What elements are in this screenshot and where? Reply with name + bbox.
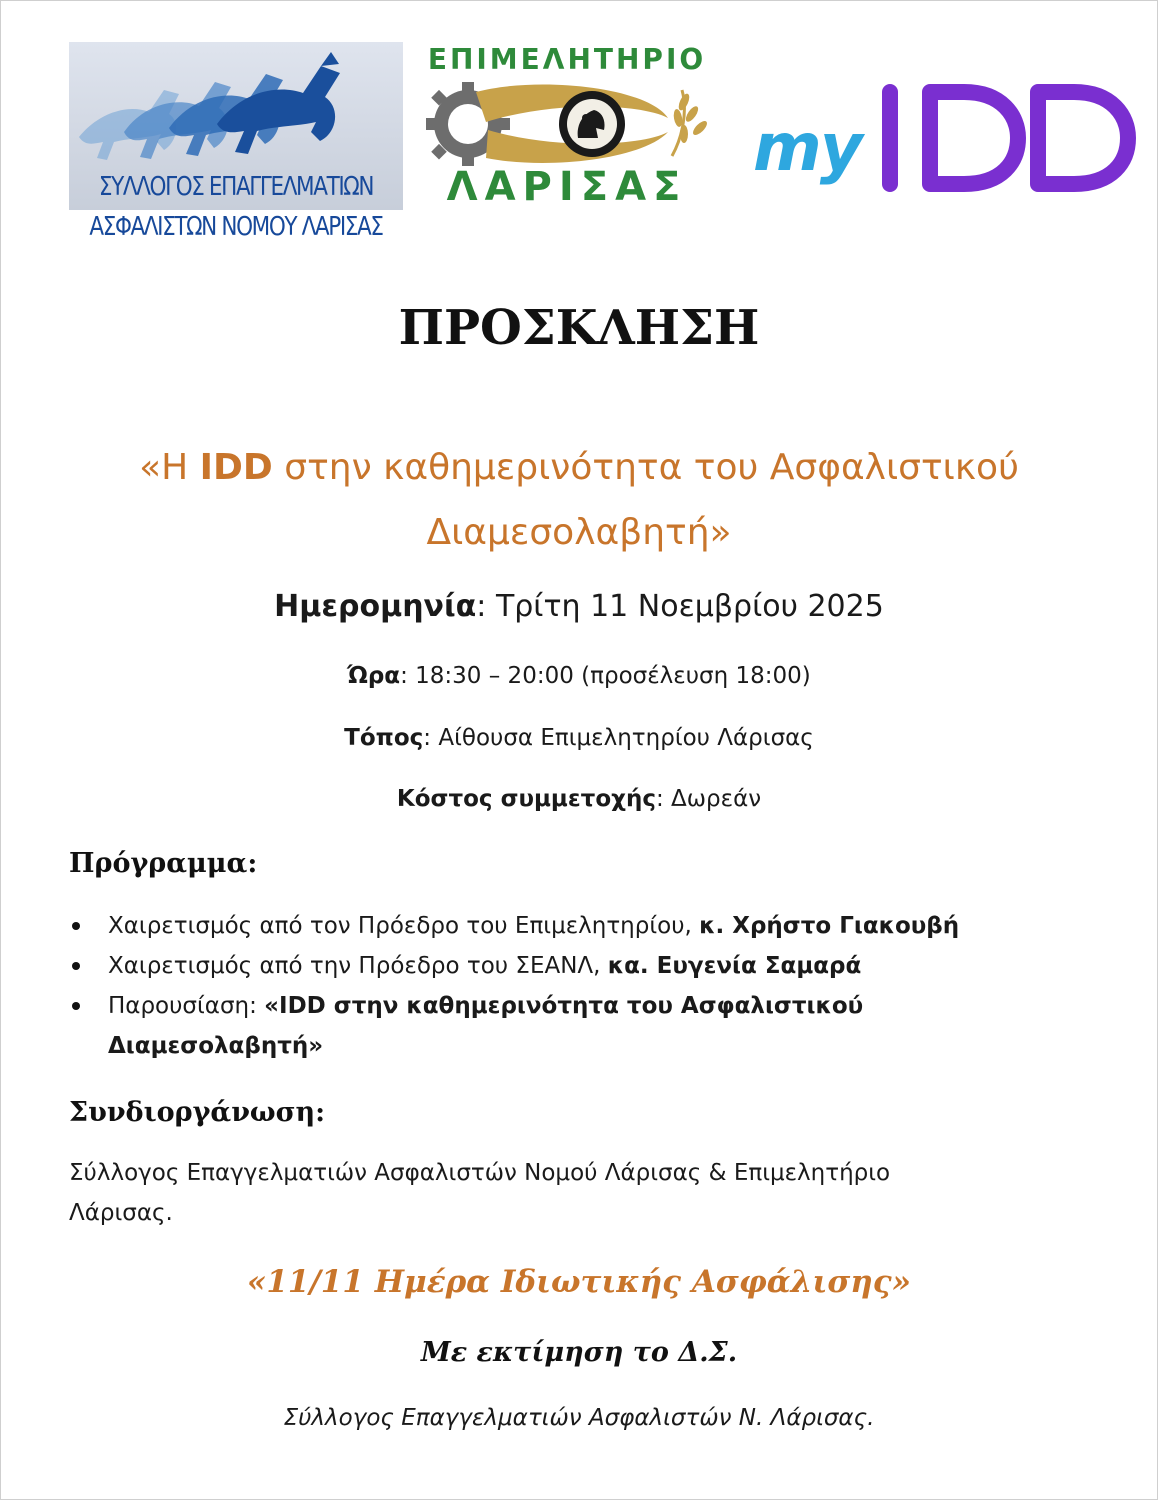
chamber-emblem-icon bbox=[416, 82, 716, 166]
program-item-text: Παρουσίαση: bbox=[108, 993, 265, 1019]
program-heading: Πρόγραμμα: bbox=[69, 848, 258, 879]
program-item-text: Χαιρετισμός από την Πρόεδρο του ΣΕΑΝΛ, bbox=[108, 953, 608, 979]
program-item bbox=[69, 986, 1069, 1066]
cost-value: : Δωρεάν bbox=[655, 786, 762, 812]
date-value: : Τρίτη 11 Νοεμβρίου 2025 bbox=[476, 589, 884, 624]
date-label: Ημερομηνία bbox=[274, 589, 477, 624]
program-item bbox=[69, 906, 1069, 946]
chamber-logo-top-text: ΕΠΙΜΕΛΗΤΗΡΙΟ bbox=[427, 43, 707, 76]
ssea-logo bbox=[69, 42, 403, 242]
place-value: : Αίθουσα Επιμελητηρίου Λάρισας bbox=[423, 725, 814, 751]
time-label: Ώρα bbox=[347, 663, 401, 689]
program-item-presentation: «IDD στην καθημερινότητα του Ασφαλιστικού bbox=[264, 993, 864, 1019]
subtitle-rest: στην καθημερινότητα του Ασφαλιστικού bbox=[272, 447, 1019, 488]
page-title: ΠΡΟΣΚΛΗΣΗ bbox=[398, 300, 760, 356]
program-item bbox=[69, 946, 1069, 986]
program-item-speaker: κα. Ευγενία Σαμαρά bbox=[607, 953, 862, 979]
event-cost bbox=[0, 781, 1158, 817]
program-list bbox=[69, 906, 1069, 1066]
cost-label: Κόστος συμμετοχής bbox=[396, 786, 656, 812]
program-item-text: Χαιρετισμός από τον Πρόεδρο του Επιμελητηρίου, bbox=[108, 913, 700, 939]
myidd-logo bbox=[750, 72, 1145, 212]
myidd-logo-prefix: my bbox=[753, 109, 861, 186]
program-item-presentation-cont: Διαμεσολαβητή» bbox=[108, 1033, 324, 1059]
closing-regards: Με εκτίμηση το Δ.Σ. bbox=[420, 1337, 738, 1368]
myidd-logo-mark bbox=[878, 80, 1140, 194]
time-value: : 18:30 – 20:00 (προσέλευση 18:00) bbox=[400, 663, 811, 689]
closing-signature: Σύλλογος Επαγγελματιών Ασφαλιστών Ν. Λάρισας. bbox=[283, 1405, 875, 1431]
co-organization-text: Σύλλογος Επαγγελματιών Ασφαλιστών Νομού Λάρισας & Επιμελητήριο Λάρισας. bbox=[69, 1160, 891, 1226]
ssea-logo-line2: ΑΣΦΑΛΙΣΤΩΝ ΝΟΜΟΥ ΛΑΡΙΣΑΣ bbox=[89, 212, 383, 242]
event-time bbox=[0, 658, 1158, 694]
closing-motto: «11/11 Ημέρα Ιδιωτικής Ασφάλισης» bbox=[246, 1264, 912, 1300]
place-label: Τόπος bbox=[344, 725, 424, 751]
program-item-speaker: κ. Χρήστο Γιακουβή bbox=[699, 913, 960, 939]
event-subtitle-line2: Διαμεσολαβητή» bbox=[426, 512, 732, 553]
event-place bbox=[0, 720, 1158, 756]
event-subtitle-line1 bbox=[0, 440, 1158, 496]
chamber-logo-bottom-text: ΛΑΡΙΣΑΣ bbox=[446, 164, 688, 210]
subtitle-idd: IDD bbox=[199, 447, 273, 488]
chamber-logo bbox=[410, 42, 724, 210]
running-horses-icon bbox=[69, 42, 403, 172]
ssea-logo-line1: ΣΥΛΛΟΓΟΣ ΕΠΑΓΓΕΛΜΑΤΙΩΝ bbox=[98, 172, 374, 202]
event-date bbox=[0, 585, 1158, 629]
subtitle-open: «Η bbox=[139, 447, 200, 488]
co-organization-heading: Συνδιοργάνωση: bbox=[69, 1097, 326, 1128]
